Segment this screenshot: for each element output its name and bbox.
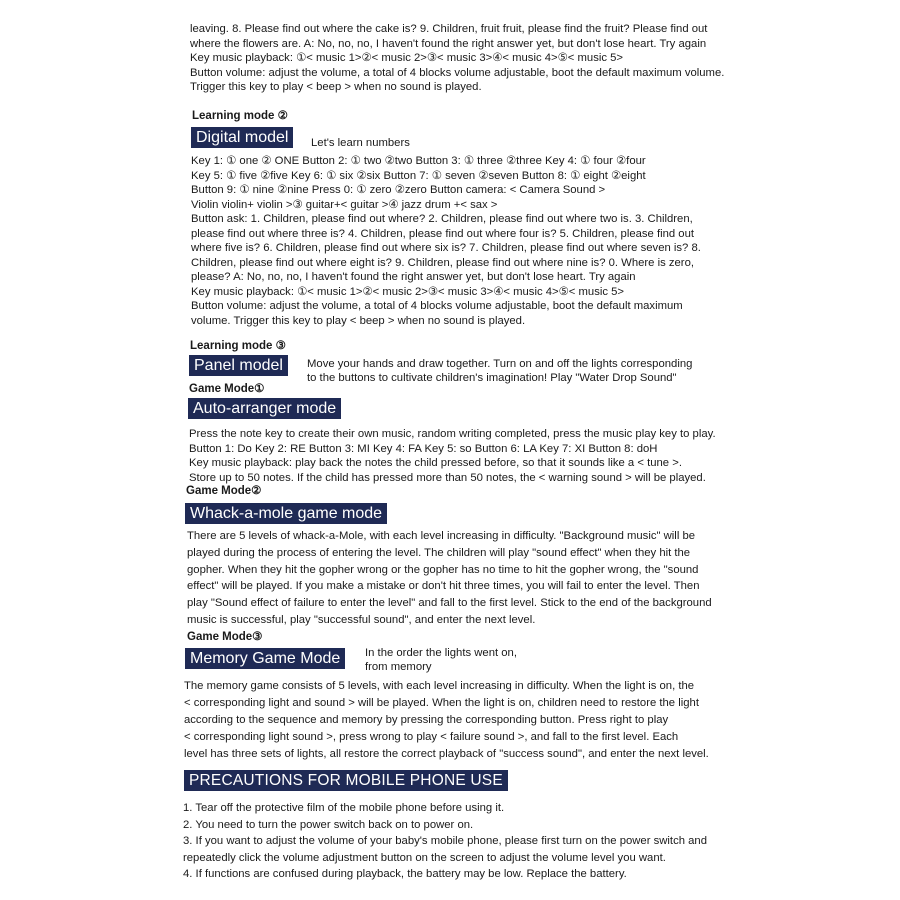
whack-a-mole-body xyxy=(187,528,712,629)
list-item: 1. Tear off the protective film of the mobile phone before using it. xyxy=(183,802,505,814)
text-line: played during the process of entering the level. The children will play "sound effect" when they hit the xyxy=(187,546,691,559)
text-line: Key music playback: play back the notes the child pressed before, so that it sounds like a < tune >. xyxy=(189,457,682,469)
memory-game-subtitle xyxy=(365,647,517,674)
text-line: Key music playback: ①< music 1>②< music 2>③< music 3>④< music 4>⑤< music 5> xyxy=(191,285,625,298)
text-line: Button volume: adjust the volume, a total of 4 blocks volume adjustable, boot the default maximum xyxy=(191,300,683,312)
text-line: level has three sets of lights, all restore the correct playback of "success sound", and enter the next level. xyxy=(184,748,709,760)
game-mode-3-heading: Game Mode③ xyxy=(187,631,263,643)
game-mode-1-heading: Game Mode① xyxy=(189,383,265,395)
text-line: Store up to 50 notes. If the child has pressed more than 50 notes, the < warning sound > will be played. xyxy=(189,471,706,484)
text-line: to the buttons to cultivate children's imagination! Play "Water Drop Sound" xyxy=(307,371,677,384)
precautions-list xyxy=(183,800,707,883)
precautions-title-bar: PRECAUTIONS FOR MOBILE PHONE USE xyxy=(184,770,508,791)
text-line: leaving. 8. Please find out where the cake is? 9. Children, fruit fruit, please find the fruit? Please find out xyxy=(190,23,708,35)
digital-model-subtitle: Let's learn numbers xyxy=(311,137,410,149)
text-line: volume. Trigger this key to play < beep > when no sound is played. xyxy=(191,314,526,327)
text-line: play "Sound effect of failure to enter the level" and fall to the first level. Stick to the end of the background xyxy=(187,597,712,610)
text-line: Key 1: ① one ② ONE Button 2: ① two ②two Button 3: ① three ②three Key 4: ① four ②four xyxy=(191,155,646,167)
text-line: Button 9: ① nine ②nine Press 0: ① zero ②zero Button camera: < Camera Sound > xyxy=(191,184,606,196)
learning-mode-2-heading: Learning mode ② xyxy=(192,110,288,122)
learning-mode-3-heading: Learning mode ③ xyxy=(190,340,286,352)
digital-model-body xyxy=(191,154,701,328)
list-item: repeatedly click the volume adjustment button on the screen to adjust the volume level you want. xyxy=(183,851,666,864)
text-line: please find out where three is? 4. Children, please find out where four is? 5. Children, please find out xyxy=(191,227,695,240)
text-line: Children, please find out where eight is? 9. Children, please find out where nine is? 0. Where is zero, xyxy=(191,256,694,269)
text-line: Button ask: 1. Children, please find out where? 2. Children, please find out where two is. 3. Children, xyxy=(191,213,693,225)
auto-arranger-title-bar: Auto-arranger mode xyxy=(188,398,341,419)
text-line: from memory xyxy=(365,660,432,673)
text-line: where five is? 6. Children, please find out where six is? 7. Children, please find out where seven is? 8. xyxy=(191,242,701,254)
intro-paragraph xyxy=(190,22,724,95)
panel-model-title-bar: Panel model xyxy=(189,355,288,376)
memory-game-body xyxy=(184,678,709,763)
list-item: 4. If functions are confused during playback, the battery may be low. Replace the battery. xyxy=(183,868,627,880)
list-item: 2. You need to turn the power switch back on to power on. xyxy=(183,818,474,831)
text-line: Press the note key to create their own music, random writing completed, press the music play key to play. xyxy=(189,428,716,440)
text-line: according to the sequence and memory by pressing the corresponding button. Press right to play xyxy=(184,714,669,726)
text-line: where the flowers are. A: No, no, no, I haven't found the right answer yet, but don't lose heart. Try again xyxy=(190,37,707,50)
text-line: Violin violin+ violin >③ guitar+< guitar >④ jazz drum +< sax > xyxy=(191,198,498,211)
text-line: Key music playback: ①< music 1>②< music 2>③< music 3>④< music 4>⑤< music 5> xyxy=(190,52,624,64)
memory-game-title-bar: Memory Game Mode xyxy=(185,648,345,669)
text-line: effect" will be played. If you make a mistake or don't hit three times, you will fail to enter the level. Then xyxy=(187,580,700,593)
text-line: Button volume: adjust the volume, a total of 4 blocks volume adjustable, boot the default maximum volume. xyxy=(190,66,725,79)
text-line: < corresponding light sound >, press wrong to play < failure sound >, and fall to the first level. Each xyxy=(184,731,679,743)
panel-model-description xyxy=(307,358,692,385)
text-line: Move your hands and draw together. Turn on and off the lights corresponding xyxy=(307,358,693,370)
text-line: Trigger this key to play < beep > when no sound is played. xyxy=(190,81,482,93)
text-line: In the order the lights went on, xyxy=(365,647,517,659)
text-line: < corresponding light and sound > will be played. When the light is on, children need to restore the light xyxy=(184,697,699,709)
text-line: The memory game consists of 5 levels, with each level increasing in difficulty. When the light is on, the xyxy=(184,680,695,692)
text-line: please? A: No, no, no, I haven't found the right answer yet, but don't lose heart. Try again xyxy=(191,271,636,283)
whack-a-mole-title-bar: Whack-a-mole game mode xyxy=(185,503,387,524)
auto-arranger-body xyxy=(189,427,716,485)
text-line: Button 1: Do Key 2: RE Button 3: MI Key 4: FA Key 5: so Button 6: LA Key 7: XI Button 8: doH xyxy=(189,442,658,455)
text-line: gopher. When they hit the gopher wrong or the gopher has no time to hit the gopher wrong, the "sound xyxy=(187,563,699,576)
text-line: Key 5: ① five ②five Key 6: ① six ②six Button 7: ① seven ②seven Button 8: ① eight ②eight xyxy=(191,169,646,182)
digital-model-title-bar: Digital model xyxy=(191,127,293,148)
list-item: 3. If you want to adjust the volume of your baby's mobile phone, please first turn on the power switch and xyxy=(183,835,707,847)
text-line: There are 5 levels of whack-a-Mole, with each level increasing in difficulty. "Background music" will be xyxy=(187,530,696,542)
game-mode-2-heading: Game Mode② xyxy=(186,485,262,497)
text-line: music is successful, play "successful sound", and enter the next level. xyxy=(187,613,536,626)
